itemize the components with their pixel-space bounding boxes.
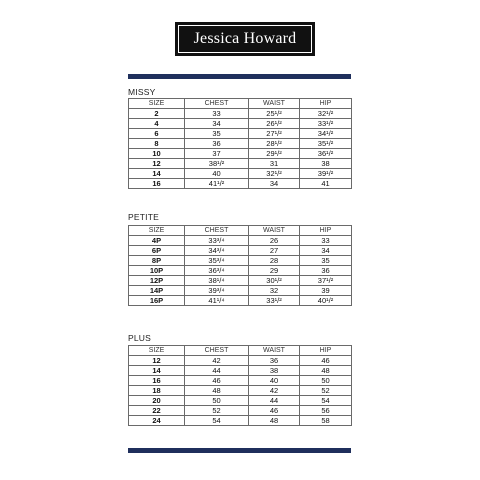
hip-cell: 39 — [300, 286, 352, 296]
size-cell: 8 — [129, 139, 185, 149]
size-cell: 16P — [129, 296, 185, 306]
hip-cell: 48 — [300, 366, 352, 376]
hip-cell: 46 — [300, 356, 352, 366]
table-row — [129, 139, 352, 149]
chest-cell: 38¹/² — [185, 159, 249, 169]
column-header-size: SIZE — [129, 99, 185, 109]
size-table-plus — [128, 345, 352, 426]
size-cell: 10P — [129, 266, 185, 276]
brand-logo — [175, 22, 315, 56]
section-title-missy: MISSY — [128, 87, 156, 97]
table-row — [129, 276, 352, 286]
chest-cell: 36³/⁴ — [185, 266, 249, 276]
column-header-hip: HIP — [300, 346, 352, 356]
table-row — [129, 386, 352, 396]
chest-cell: 48 — [185, 386, 249, 396]
waist-cell: 26¹/² — [249, 119, 300, 129]
chest-cell: 34 — [185, 119, 249, 129]
size-cell: 18 — [129, 386, 185, 396]
waist-cell: 42 — [249, 386, 300, 396]
chest-cell: 38¹/⁴ — [185, 276, 249, 286]
header-row — [129, 99, 352, 109]
chest-cell: 34³/⁴ — [185, 246, 249, 256]
chest-cell: 40 — [185, 169, 249, 179]
hip-cell: 36 — [300, 266, 352, 276]
column-header-chest: CHEST — [185, 346, 249, 356]
column-header-waist: WAIST — [249, 99, 300, 109]
chest-cell: 44 — [185, 366, 249, 376]
waist-cell: 27 — [249, 246, 300, 256]
table-row — [129, 119, 352, 129]
waist-cell: 30¹/² — [249, 276, 300, 286]
size-cell: 12 — [129, 159, 185, 169]
table-row — [129, 406, 352, 416]
table-row — [129, 236, 352, 246]
hip-cell: 33 — [300, 236, 352, 246]
size-cell: 6 — [129, 129, 185, 139]
top-divider — [128, 74, 351, 79]
table-row — [129, 356, 352, 366]
waist-cell: 26 — [249, 236, 300, 246]
chest-cell: 42 — [185, 356, 249, 366]
brand-name: Jessica Howard — [178, 25, 312, 53]
chest-cell: 52 — [185, 406, 249, 416]
waist-cell: 38 — [249, 366, 300, 376]
size-cell: 10 — [129, 149, 185, 159]
column-header-size: SIZE — [129, 226, 185, 236]
column-header-waist: WAIST — [249, 346, 300, 356]
hip-cell: 50 — [300, 376, 352, 386]
waist-cell: 36 — [249, 356, 300, 366]
hip-cell: 36¹/² — [300, 149, 352, 159]
hip-cell: 54 — [300, 396, 352, 406]
size-cell: 16 — [129, 179, 185, 189]
waist-cell: 29 — [249, 266, 300, 276]
column-header-hip: HIP — [300, 226, 352, 236]
hip-cell: 56 — [300, 406, 352, 416]
waist-cell: 25¹/² — [249, 109, 300, 119]
table-row — [129, 376, 352, 386]
chest-cell: 39³/⁴ — [185, 286, 249, 296]
table-row — [129, 366, 352, 376]
chest-cell: 50 — [185, 396, 249, 406]
chest-cell: 35 — [185, 129, 249, 139]
size-cell: 14P — [129, 286, 185, 296]
chest-cell: 46 — [185, 376, 249, 386]
size-cell: 12P — [129, 276, 185, 286]
section-title-plus: PLUS — [128, 333, 152, 343]
hip-cell: 35¹/² — [300, 139, 352, 149]
chest-cell: 36 — [185, 139, 249, 149]
table-row — [129, 129, 352, 139]
size-table-missy — [128, 98, 352, 189]
table-row — [129, 109, 352, 119]
hip-cell: 34 — [300, 246, 352, 256]
section-title-petite: PETITE — [128, 212, 159, 222]
waist-cell: 32¹/² — [249, 169, 300, 179]
size-table-petite — [128, 225, 352, 306]
size-cell: 4 — [129, 119, 185, 129]
column-header-waist: WAIST — [249, 226, 300, 236]
hip-cell: 34¹/² — [300, 129, 352, 139]
table-row — [129, 266, 352, 276]
hip-cell: 39¹/² — [300, 169, 352, 179]
table-row — [129, 416, 352, 426]
waist-cell: 40 — [249, 376, 300, 386]
waist-cell: 29¹/² — [249, 149, 300, 159]
size-cell: 2 — [129, 109, 185, 119]
chest-cell: 33³/⁴ — [185, 236, 249, 246]
hip-cell: 41 — [300, 179, 352, 189]
header-row — [129, 346, 352, 356]
size-cell: 14 — [129, 366, 185, 376]
column-header-chest: CHEST — [185, 99, 249, 109]
column-header-chest: CHEST — [185, 226, 249, 236]
column-header-hip: HIP — [300, 99, 352, 109]
waist-cell: 34 — [249, 179, 300, 189]
waist-cell: 48 — [249, 416, 300, 426]
waist-cell: 46 — [249, 406, 300, 416]
chest-cell: 37 — [185, 149, 249, 159]
table-row — [129, 296, 352, 306]
table-row — [129, 286, 352, 296]
waist-cell: 27¹/² — [249, 129, 300, 139]
size-cell: 20 — [129, 396, 185, 406]
hip-cell: 58 — [300, 416, 352, 426]
waist-cell: 44 — [249, 396, 300, 406]
size-cell: 22 — [129, 406, 185, 416]
bottom-divider — [128, 448, 351, 453]
size-cell: 8P — [129, 256, 185, 266]
waist-cell: 28 — [249, 256, 300, 266]
waist-cell: 33¹/² — [249, 296, 300, 306]
waist-cell: 31 — [249, 159, 300, 169]
hip-cell: 52 — [300, 386, 352, 396]
hip-cell: 32¹/² — [300, 109, 352, 119]
chest-cell: 54 — [185, 416, 249, 426]
hip-cell: 35 — [300, 256, 352, 266]
table-row — [129, 169, 352, 179]
waist-cell: 28¹/² — [249, 139, 300, 149]
table-row — [129, 396, 352, 406]
size-cell: 12 — [129, 356, 185, 366]
column-header-size: SIZE — [129, 346, 185, 356]
header-row — [129, 226, 352, 236]
table-row — [129, 179, 352, 189]
chest-cell: 33 — [185, 109, 249, 119]
size-cell: 4P — [129, 236, 185, 246]
chest-cell: 41¹/⁴ — [185, 296, 249, 306]
chest-cell: 35³/⁴ — [185, 256, 249, 266]
size-cell: 14 — [129, 169, 185, 179]
size-cell: 6P — [129, 246, 185, 256]
table-row — [129, 246, 352, 256]
size-cell: 16 — [129, 376, 185, 386]
table-row — [129, 159, 352, 169]
size-cell: 24 — [129, 416, 185, 426]
hip-cell: 38 — [300, 159, 352, 169]
hip-cell: 37¹/² — [300, 276, 352, 286]
table-row — [129, 256, 352, 266]
table-row — [129, 149, 352, 159]
waist-cell: 32 — [249, 286, 300, 296]
chest-cell: 41¹/² — [185, 179, 249, 189]
hip-cell: 40¹/² — [300, 296, 352, 306]
hip-cell: 33¹/² — [300, 119, 352, 129]
